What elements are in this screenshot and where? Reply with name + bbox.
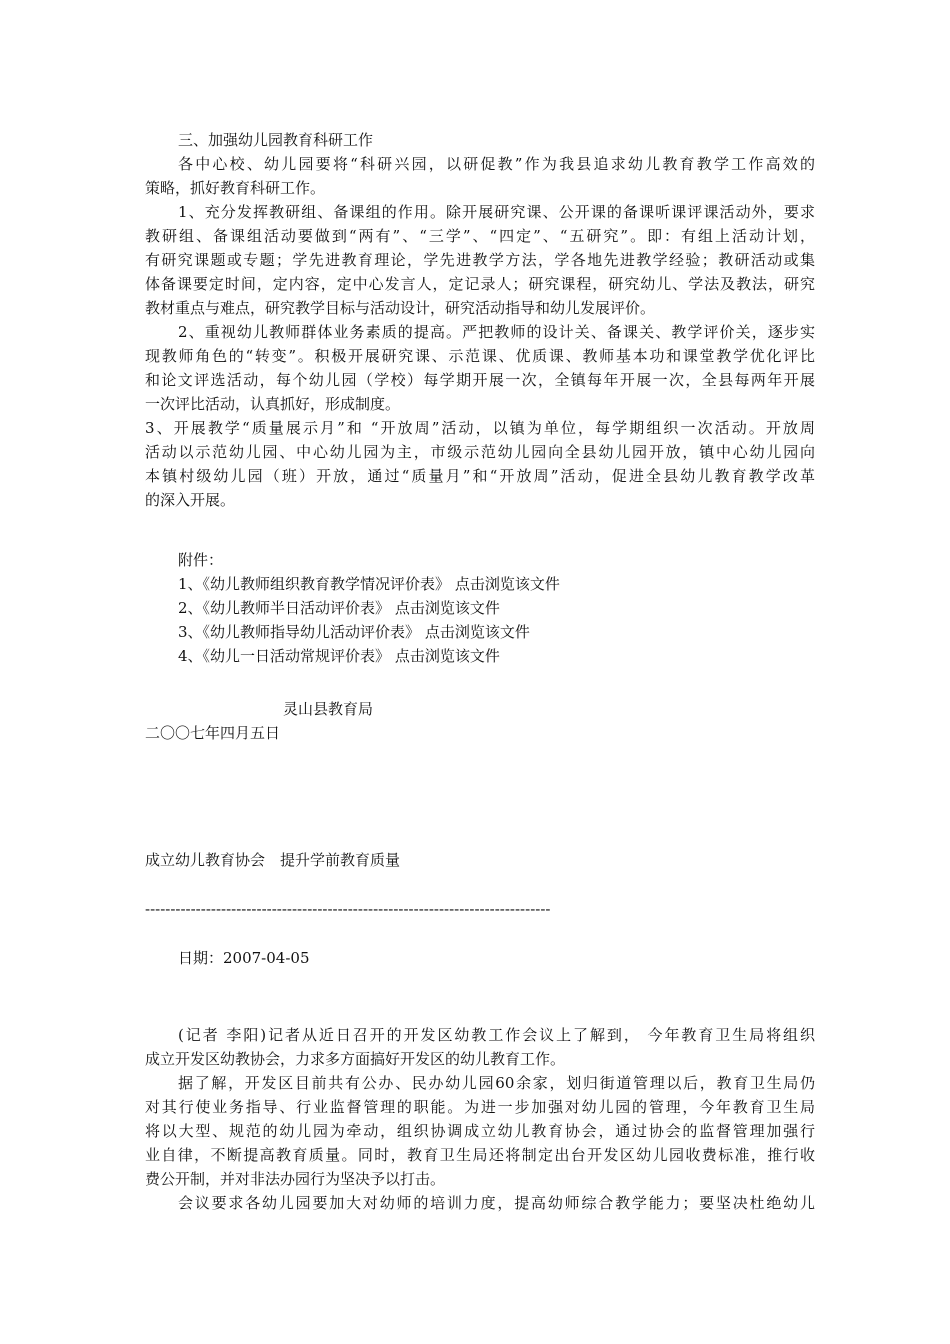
paragraph-line: 教研组、备课组活动要做到“两有”、“三学”、“四定”、“五研究”。即：有组上活动计划， <box>145 227 815 245</box>
paragraph-line: 教材重点与难点，研究教学目标与活动设计，研究活动指导和幼儿发展评价。 <box>145 299 656 317</box>
article-title: 成立幼儿教育协会 提升学前教育质量 <box>145 851 401 869</box>
signature-date: 二〇〇七年四月五日 <box>145 724 281 742</box>
paragraph-line: (记者 李阳)记者从近日召开的开发区幼教工作会议上了解到， 今年教育卫生局将组织 <box>178 1026 815 1044</box>
paragraph-line: 1、充分发挥教研组、备课组的作用。除开展研究课、公开课的备课听课评课活动外，要求 <box>178 203 815 221</box>
paragraph-line: 会议要求各幼儿园要加大对幼师的培训力度，提高幼师综合教学能力；要坚决杜绝幼儿 <box>178 1194 815 1212</box>
paragraph-line: 业自律，不断提高教育质量。同时，教育卫生局还将制定出台开发区幼儿园收费标准，推行收 <box>145 1146 815 1164</box>
attachment-link[interactable]: 3、《幼儿教师指导幼儿活动评价表》 点击浏览该文件 <box>178 623 530 641</box>
paragraph-line: 2、重视幼儿教师群体业务素质的提高。严把教师的设计关、备课关、教学评价关，逐步实 <box>178 323 815 341</box>
attachments-label: 附件： <box>178 551 224 569</box>
paragraph-line: 策略，抓好教育科研工作。 <box>145 179 326 197</box>
paragraph-line: 有研究课题或专题；学先进教育理论，学先进教学方法，学各地先进教学经验；教研活动或集 <box>145 251 815 269</box>
paragraph-line: 3、开展教学“质量展示月”和 “开放周”活动，以镇为单位，每学期组织一次活动。开放周 <box>145 419 815 437</box>
paragraph-line: 一次评比活动，认真抓好，形成制度。 <box>145 395 401 413</box>
signature-org: 灵山县教育局 <box>283 700 374 718</box>
paragraph-line: 和论文评选活动，每个幼儿园（学校）每学期开展一次，全镇每年开展一次，全县每两年开展 <box>145 371 815 389</box>
paragraph-line: 将以大型、规范的幼儿园为牵动，组织协调成立幼儿教育协会，通过协会的监督管理加强行 <box>145 1122 815 1140</box>
paragraph-line: 对其行使业务指导、行业监督管理的职能。为进一步加强对幼儿园的管理，今年教育卫生局 <box>145 1098 815 1116</box>
paragraph-line: 成立开发区幼教协会，力求多方面搞好开发区的幼儿教育工作。 <box>145 1050 566 1068</box>
paragraph-line: 各中心校、幼儿园要将“科研兴园，以研促教”作为我县追求幼儿教育教学工作高效的 <box>178 155 815 173</box>
paragraph-line: 体备课要定时间，定内容，定中心发言人，定记录人；研究课程，研究幼儿、学法及教法，研究 <box>145 275 815 293</box>
paragraph-line: 活动以示范幼儿园、中心幼儿园为主，市级示范幼儿园向全县幼儿园开放，镇中心幼儿园向 <box>145 443 815 461</box>
attachment-link[interactable]: 2、《幼儿教师半日活动评价表》 点击浏览该文件 <box>178 599 500 617</box>
paragraph-line: 据了解，开发区目前共有公办、民办幼儿园60余家，划归街道管理以后，教育卫生局仍 <box>178 1074 815 1092</box>
attachment-link[interactable]: 1、《幼儿教师组织教育教学情况评价表》 点击浏览该文件 <box>178 575 560 593</box>
divider-rule: -------------------------------------------------------------------------------- <box>145 900 551 918</box>
attachment-link[interactable]: 4、《幼儿一日活动常规评价表》 点击浏览该文件 <box>178 647 500 665</box>
paragraph-line: 现教师角色的“转变”。积极开展研究课、示范课、优质课、教师基本功和课堂教学优化评比 <box>145 347 815 365</box>
paragraph-line: 的深入开展。 <box>145 491 236 509</box>
paragraph-line: 本镇村级幼儿园（班）开放，通过“质量月”和“开放周”活动，促进全县幼儿教育教学改革 <box>145 467 815 485</box>
paragraph-line: 费公开制，并对非法办园行为坚决予以打击。 <box>145 1170 446 1188</box>
article-date: 日期：2007-04-05 <box>178 949 310 967</box>
section-heading: 三、加强幼儿园教育科研工作 <box>178 131 374 149</box>
